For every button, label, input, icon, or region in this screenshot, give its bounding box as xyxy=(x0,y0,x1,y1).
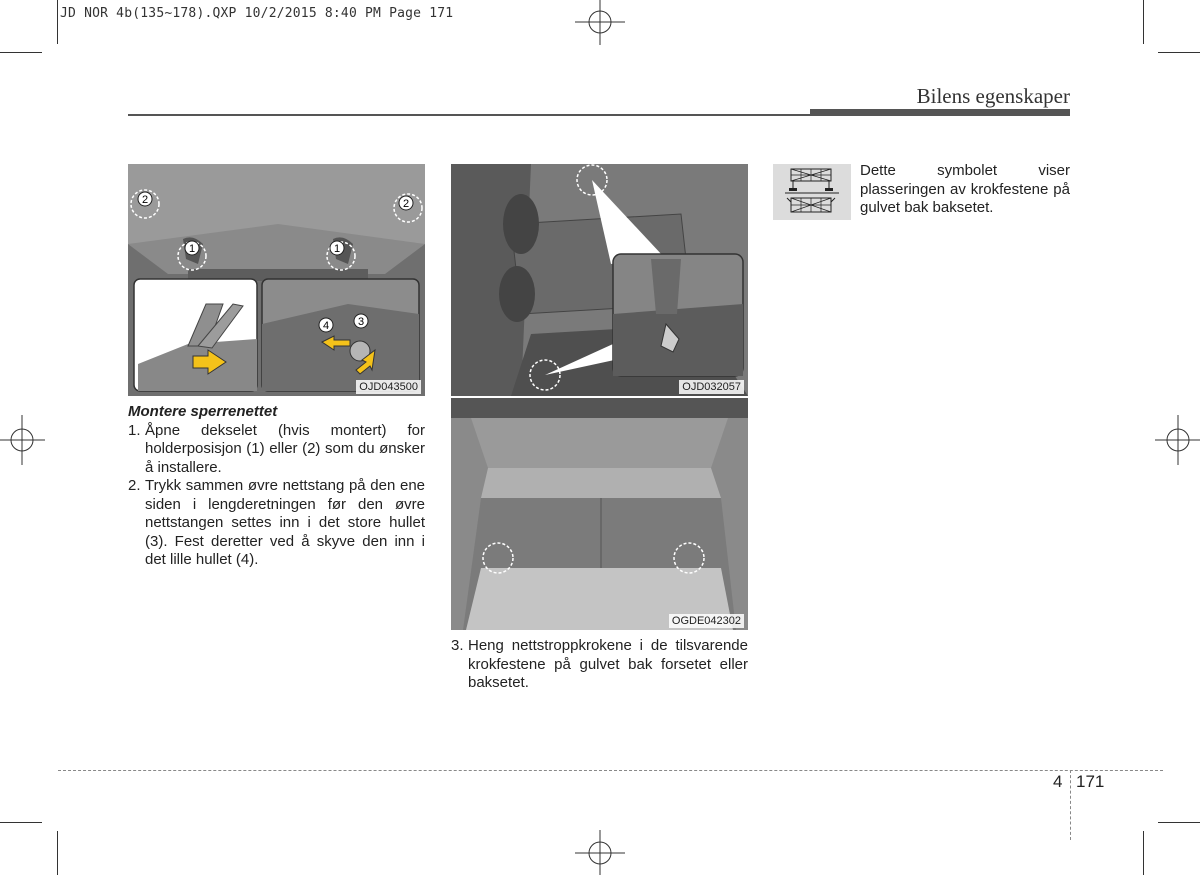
list-text: Heng nettstroppkrokene i de tilsvarende krokfestene på gulvet bak forsetet eller baksetet. xyxy=(468,637,748,691)
crop-mark xyxy=(0,52,42,53)
chapter-number: 4 xyxy=(1053,772,1063,791)
crop-mark xyxy=(57,831,58,875)
callout-label: 2 xyxy=(402,198,410,210)
cargo-net-symbol-icon xyxy=(773,164,851,220)
registration-mark-bottom xyxy=(575,830,625,875)
callout-label: 2 xyxy=(141,194,149,206)
figure-code: OGDE042302 xyxy=(669,614,744,628)
list-text: Trykk sammen øvre nettstang på den ene siden i lengderetningen før den øvre nettstangen settes inn i det store hullet (3). Fest deretter ved å skyve den inn i det lille hullet (4). xyxy=(145,477,425,568)
header-rule-accent xyxy=(810,109,1070,116)
list-number: 3. xyxy=(451,637,464,654)
crop-mark xyxy=(1143,0,1144,44)
figure-cargo-floor-hooks xyxy=(451,398,748,630)
callout-label: 3 xyxy=(357,316,365,328)
crop-mark xyxy=(1158,822,1200,823)
figure-net-holder-positions xyxy=(128,164,425,396)
crop-mark xyxy=(0,822,42,823)
crop-mark xyxy=(1158,52,1200,53)
callout-label: 1 xyxy=(333,243,341,255)
figure-code: OJD032057 xyxy=(679,380,744,394)
list-text: Åpne dekselet (hvis montert) for holderposisjon (1) eller (2) som du ønsker å installere. xyxy=(145,421,425,476)
procedure-caption: Montere sperrenettet xyxy=(128,403,278,420)
list-number: 2. xyxy=(128,477,141,494)
middle-column xyxy=(451,637,748,693)
header-rule xyxy=(128,114,810,116)
page-number: 171 xyxy=(1076,772,1105,791)
list-item xyxy=(128,422,425,478)
callout-label: 4 xyxy=(322,320,330,332)
registration-mark-right xyxy=(1155,415,1200,465)
registration-mark-top xyxy=(575,0,625,45)
footer-divider xyxy=(1070,770,1071,840)
section-title: Bilens egenskaper xyxy=(916,84,1070,108)
registration-mark-left xyxy=(0,415,45,465)
list-item xyxy=(451,637,748,693)
symbol-note: Dette symbolet viser plasseringen av krokfestene på gulvet bak baksetet. xyxy=(860,162,1070,216)
figure-cargo-hooks-detail xyxy=(451,164,748,396)
list-item xyxy=(128,477,425,570)
left-column xyxy=(128,403,425,570)
list-number: 1. xyxy=(128,421,141,439)
crop-mark xyxy=(57,0,58,44)
print-slug: JD NOR 4b(135~178).QXP 10/2/2015 8:40 PM Page 171 xyxy=(60,6,454,21)
footer-rule xyxy=(58,770,1163,771)
crop-mark xyxy=(1143,831,1144,875)
callout-label: 1 xyxy=(188,243,196,255)
figure-code: OJD043500 xyxy=(356,380,421,394)
